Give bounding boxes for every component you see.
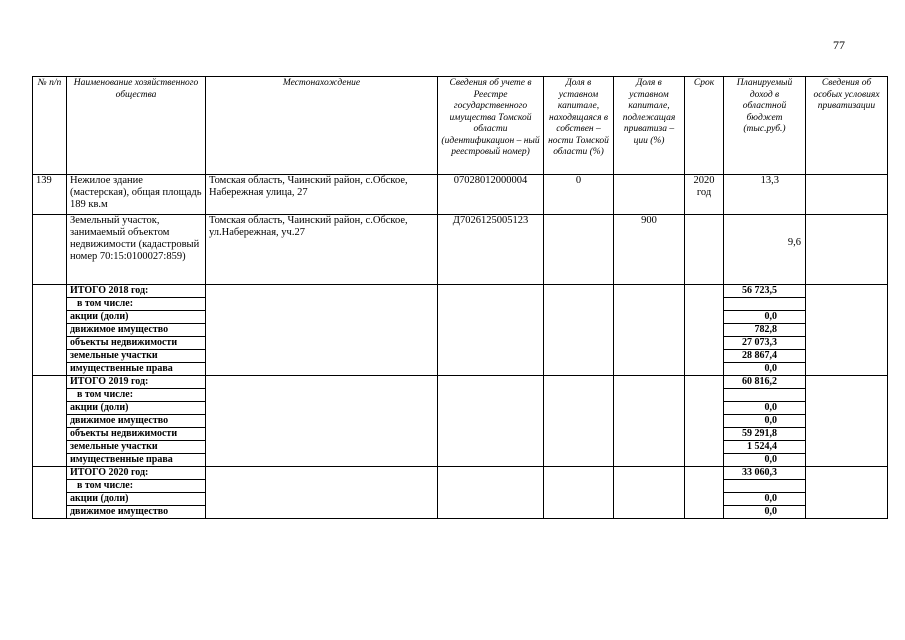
row-num [33,215,67,285]
total-item-row [33,350,888,363]
empty-cell [685,389,724,402]
total-value: 33 060,3 [724,467,806,480]
empty-cell [206,506,438,519]
empty-cell [544,350,614,363]
empty-cell [806,285,888,298]
empty-cell [685,285,724,298]
empty-cell [33,415,67,428]
empty-cell [544,415,614,428]
total-item-label: движимое имущество [67,506,206,519]
empty-cell [438,285,544,298]
total-item-row [33,311,888,324]
total-item-row [33,454,888,467]
total-item-label: земельные участки [67,350,206,363]
total-title: ИТОГО 2019 год: [67,376,206,389]
empty-cell [33,311,67,324]
empty-cell [438,324,544,337]
empty-cell [685,493,724,506]
total-item-label: имущественные права [67,454,206,467]
empty-cell [544,298,614,311]
total-item-value [724,480,806,493]
empty-cell [438,480,544,493]
empty-cell [544,389,614,402]
header-special: Сведения об особых условиях приватизации [806,77,888,175]
empty-cell [614,428,685,441]
empty-cell [614,285,685,298]
empty-cell [544,376,614,389]
empty-cell [33,454,67,467]
total-item-label: акции (доли) [67,493,206,506]
empty-cell [544,467,614,480]
row-income: 9,6 [724,215,806,285]
empty-cell [544,454,614,467]
row-special [806,215,888,285]
total-item-label: в том числе: [67,389,206,402]
row-income: 13,3 [724,175,806,215]
empty-cell [685,441,724,454]
empty-cell [806,506,888,519]
header-name: Наименование хозяйственного общества [67,77,206,175]
empty-cell [544,285,614,298]
empty-cell [614,298,685,311]
total-item-value [724,389,806,402]
total-item-row [33,337,888,350]
header-location: Местонахождение [206,77,438,175]
row-name: Земельный участок, занимаемый объектом недвижимости (кадастровый номер 70:15:0100027:859) [67,215,206,285]
empty-cell [614,311,685,324]
row-name: Нежилое здание (мастерская), общая площадь 189 кв.м [67,175,206,215]
empty-cell [806,337,888,350]
empty-cell [33,493,67,506]
total-item-row [33,324,888,337]
empty-cell [685,415,724,428]
row-location: Томская область, Чаинский район, с.Обское, Набережная улица, 27 [206,175,438,215]
empty-cell [685,298,724,311]
empty-cell [544,493,614,506]
total-item-label: объекты недвижимости [67,337,206,350]
empty-cell [206,376,438,389]
header-share-privatized: Доля в уставном капитале, подлежащая приватиза – ции (%) [614,77,685,175]
empty-cell [206,285,438,298]
empty-cell [33,350,67,363]
empty-cell [614,337,685,350]
empty-cell [614,402,685,415]
empty-cell [438,493,544,506]
total-item-label: в том числе: [67,480,206,493]
empty-cell [614,467,685,480]
empty-cell [206,389,438,402]
empty-cell [33,337,67,350]
empty-cell [614,350,685,363]
empty-cell [685,428,724,441]
total-item-label: движимое имущество [67,324,206,337]
empty-cell [806,350,888,363]
header-term: Срок [685,77,724,175]
total-item-row [33,428,888,441]
empty-cell [806,298,888,311]
empty-cell [544,506,614,519]
empty-cell [806,363,888,376]
empty-cell [685,467,724,480]
empty-cell [438,363,544,376]
header-row [33,77,888,175]
empty-cell [685,337,724,350]
empty-cell [438,389,544,402]
empty-cell [806,324,888,337]
row-term [685,215,724,285]
total-item-label: в том числе: [67,298,206,311]
total-item-row [33,389,888,402]
empty-cell [206,454,438,467]
empty-cell [33,324,67,337]
row-share-owned [544,215,614,285]
total-item-value: 27 073,3 [724,337,806,350]
empty-cell [806,311,888,324]
empty-cell [685,363,724,376]
total-item-value [724,298,806,311]
empty-cell [614,441,685,454]
total-item-value: 0,0 [724,415,806,428]
empty-cell [685,454,724,467]
empty-cell [806,467,888,480]
empty-cell [544,324,614,337]
page-number: 77 [833,38,845,52]
empty-cell [438,402,544,415]
empty-cell [206,402,438,415]
empty-cell [206,467,438,480]
empty-cell [685,311,724,324]
total-item-label: акции (доли) [67,402,206,415]
empty-cell [206,480,438,493]
total-value: 60 816,2 [724,376,806,389]
row-share-owned: 0 [544,175,614,215]
table-row [33,215,888,285]
empty-cell [806,480,888,493]
total-item-value: 0,0 [724,363,806,376]
row-term: 2020 год [685,175,724,215]
empty-cell [33,428,67,441]
empty-cell [544,311,614,324]
row-special [806,175,888,215]
empty-cell [614,363,685,376]
total-item-value: 0,0 [724,454,806,467]
empty-cell [33,285,67,298]
empty-cell [614,506,685,519]
total-item-value: 782,8 [724,324,806,337]
row-registry: Д7026125005123 [438,215,544,285]
total-item-row [33,415,888,428]
row-share-privatized: 900 [614,215,685,285]
empty-cell [33,376,67,389]
row-location: Томская область, Чаинский район, с.Обское, ул.Набережная, уч.27 [206,215,438,285]
empty-cell [206,298,438,311]
total-item-row [33,298,888,311]
empty-cell [544,428,614,441]
empty-cell [685,506,724,519]
empty-cell [33,402,67,415]
empty-cell [438,506,544,519]
empty-cell [614,415,685,428]
empty-cell [806,389,888,402]
empty-cell [614,454,685,467]
total-title: ИТОГО 2018 год: [67,285,206,298]
empty-cell [614,376,685,389]
empty-cell [33,441,67,454]
total-row [33,467,888,480]
empty-cell [33,467,67,480]
total-item-row [33,363,888,376]
empty-cell [33,389,67,402]
empty-cell [33,298,67,311]
total-row [33,376,888,389]
empty-cell [544,363,614,376]
empty-cell [614,324,685,337]
total-item-value: 0,0 [724,493,806,506]
total-item-label: земельные участки [67,441,206,454]
empty-cell [438,350,544,363]
row-num: 139 [33,175,67,215]
total-item-value: 0,0 [724,506,806,519]
empty-cell [544,337,614,350]
total-value: 56 723,5 [724,285,806,298]
privatization-table [32,76,888,519]
empty-cell [806,428,888,441]
total-row [33,285,888,298]
empty-cell [206,311,438,324]
empty-cell [544,480,614,493]
empty-cell [806,441,888,454]
empty-cell [806,415,888,428]
empty-cell [33,480,67,493]
empty-cell [806,402,888,415]
empty-cell [206,428,438,441]
empty-cell [206,324,438,337]
empty-cell [685,480,724,493]
empty-cell [438,428,544,441]
empty-cell [806,376,888,389]
empty-cell [438,467,544,480]
empty-cell [806,454,888,467]
empty-cell [206,441,438,454]
total-item-value: 0,0 [724,311,806,324]
total-item-row [33,402,888,415]
table-row [33,175,888,215]
total-item-label: имущественные права [67,363,206,376]
empty-cell [685,402,724,415]
empty-cell [206,493,438,506]
total-item-row [33,506,888,519]
total-item-value: 59 291,8 [724,428,806,441]
header-income: Планируемый доход в областной бюджет (тыс.руб.) [724,77,806,175]
header-num: № п/п [33,77,67,175]
empty-cell [438,454,544,467]
empty-cell [438,337,544,350]
total-title: ИТОГО 2020 год: [67,467,206,480]
empty-cell [438,376,544,389]
empty-cell [206,415,438,428]
total-item-label: акции (доли) [67,311,206,324]
empty-cell [685,376,724,389]
row-registry: 07028012000004 [438,175,544,215]
header-share-owned: Доля в уставном капитале, находящаяся в собствен – ности Томской области (%) [544,77,614,175]
empty-cell [685,350,724,363]
total-item-value: 1 524,4 [724,441,806,454]
empty-cell [438,415,544,428]
empty-cell [806,493,888,506]
empty-cell [33,363,67,376]
empty-cell [206,350,438,363]
empty-cell [614,493,685,506]
total-item-row [33,493,888,506]
empty-cell [544,441,614,454]
total-item-value: 0,0 [724,402,806,415]
header-registry: Сведения об учете в Реестре государственного имущества Томской области (идентификацион – ный реестровый номер) [438,77,544,175]
empty-cell [544,402,614,415]
empty-cell [206,363,438,376]
total-item-label: объекты недвижимости [67,428,206,441]
empty-cell [685,324,724,337]
total-item-label: движимое имущество [67,415,206,428]
total-item-value: 28 867,4 [724,350,806,363]
total-item-row [33,480,888,493]
empty-cell [438,441,544,454]
empty-cell [206,337,438,350]
empty-cell [438,311,544,324]
empty-cell [438,298,544,311]
row-share-privatized [614,175,685,215]
total-item-row [33,441,888,454]
empty-cell [614,389,685,402]
empty-cell [33,506,67,519]
empty-cell [614,480,685,493]
